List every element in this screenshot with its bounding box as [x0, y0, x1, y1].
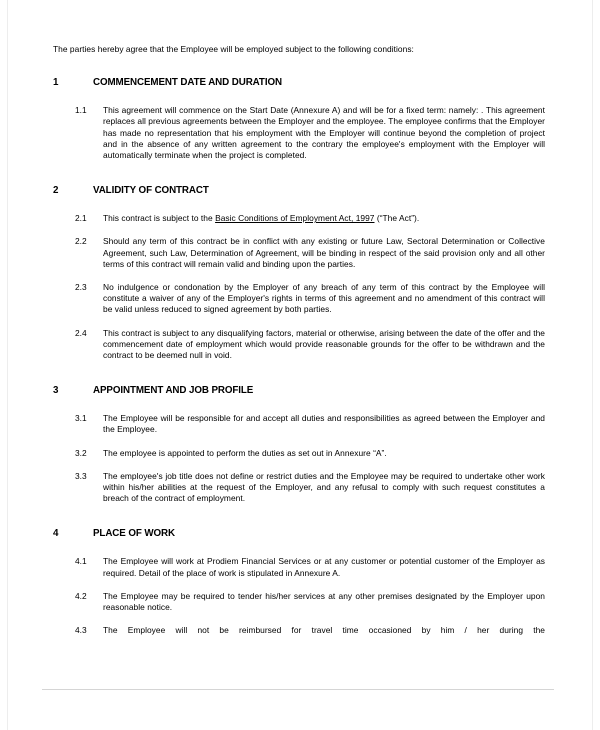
clause-3-3 [53, 471, 545, 505]
section-title: PLACE OF WORK [93, 528, 175, 540]
section-title: COMMENCEMENT DATE AND DURATION [93, 77, 282, 89]
clause-4-1 [53, 556, 545, 578]
clause-text [103, 213, 545, 224]
clause-3-1 [53, 413, 545, 435]
clause-text-after: (“The Act”). [374, 213, 420, 224]
clause-text: The Employee may be required to tender his/her services at any other premises designated by the Employer upon reasonable notice. [103, 590, 545, 613]
section-4 [53, 528, 545, 647]
page-edge-left [7, 0, 8, 730]
clause-3-2 [53, 448, 545, 459]
section-number: 4 [53, 528, 59, 540]
section-1 [53, 77, 545, 161]
clause-number: 2.2 [75, 236, 87, 247]
section-heading [53, 385, 545, 397]
clause-number: 4.2 [75, 590, 87, 601]
clause-2-3 [53, 282, 545, 316]
clause-2-1 [53, 213, 545, 224]
clause-text: The Employee will be responsible for and accept all duties and responsibilities as agreed between the Employer and the Employee. [103, 413, 545, 435]
intro-paragraph: The parties hereby agree that the Employee will be employed subject to the following conditions: [53, 44, 414, 54]
section-heading [53, 185, 545, 197]
page-cut-rule [42, 689, 554, 690]
clause-text: Should any term of this contract be in conflict with any existing or future Law, Sectoral Determination or Collective Agreement, such Law, Determination of Agreement, will be binding in respect of the said provision only and all other terms of this contract will remain valid and binding upon the parties. [103, 236, 545, 269]
clause-text: No indulgence or condonation by the Employer of any breach of any term of this contract by the Employee will constitute a waiver of any of the Employer's rights in terms of this agreement and no amendment of this contract will be valid unless reduced to signed agreement by both parties. [103, 282, 545, 315]
section-title: APPOINTMENT AND JOB PROFILE [93, 385, 254, 397]
clause-number: 4.1 [75, 556, 87, 567]
section-number: 3 [53, 385, 59, 397]
clause-number: 2.3 [75, 282, 87, 293]
clause-number: 1.1 [75, 105, 87, 116]
section-3 [53, 385, 545, 504]
clause-text: This agreement will commence on the Start Date (Annexure A) and will be for a fixed term: namely: . This agreement replaces all previous agreements between the Employer and the employee. The employee confirms that the Employer has made no representation that his employment with the Employer will continue beyond the completion of project and in the absence of any written agreement to the contrary the employee's employment with the Employer will automatically terminate when the project is completed. [103, 105, 545, 161]
section-heading [53, 77, 545, 89]
clause-2-2 [53, 236, 545, 270]
clause-number: 2.4 [75, 327, 87, 338]
clause-text: The employee's job title does not define or restrict duties and the Employee may be required to undertake other work within his/her abilities at the request of the Employer, and any refusal to comply with such request constitutes a breach of the contract of employment. [103, 470, 545, 504]
clause-1-1 [53, 105, 545, 161]
clause-number: 3.3 [75, 470, 87, 481]
section-title: VALIDITY OF CONTRACT [93, 185, 209, 197]
section-number: 1 [53, 77, 59, 89]
clause-number: 4.3 [75, 625, 87, 636]
section-number: 2 [53, 185, 59, 197]
clause-2-4 [53, 328, 545, 362]
clause-text: This contract is subject to any disqualifying factors, material or otherwise, arising between the date of the offer and the commencement date of employment which would provide reasonable grounds for the offer to be withdrawn and the contract to be deemed null in void. [103, 327, 545, 361]
clause-number: 2.1 [75, 213, 87, 224]
clause-number: 3.1 [75, 413, 87, 424]
clause-4-3 [53, 625, 545, 647]
document-content [53, 44, 545, 660]
clause-number: 3.2 [75, 447, 87, 458]
page-edge-right [592, 0, 593, 730]
section-heading [53, 528, 545, 540]
clause-text-before: This contract is subject to the [103, 213, 216, 224]
statute-reference: Basic Conditions of Employment Act, 1997 [215, 213, 375, 224]
section-2 [53, 185, 545, 361]
clause-4-2 [53, 591, 545, 613]
clause-text: The Employee will work at Prodiem Financial Services or at any customer or potential customer of the Employer as required. Detail of the place of work is stipulated in Annexure A. [103, 556, 545, 578]
clause-text: The Employee will not be reimbursed for travel time occasioned by him / her during the [103, 625, 545, 636]
clause-text: The employee is appointed to perform the duties as set out in Annexure “A”. [103, 447, 387, 458]
